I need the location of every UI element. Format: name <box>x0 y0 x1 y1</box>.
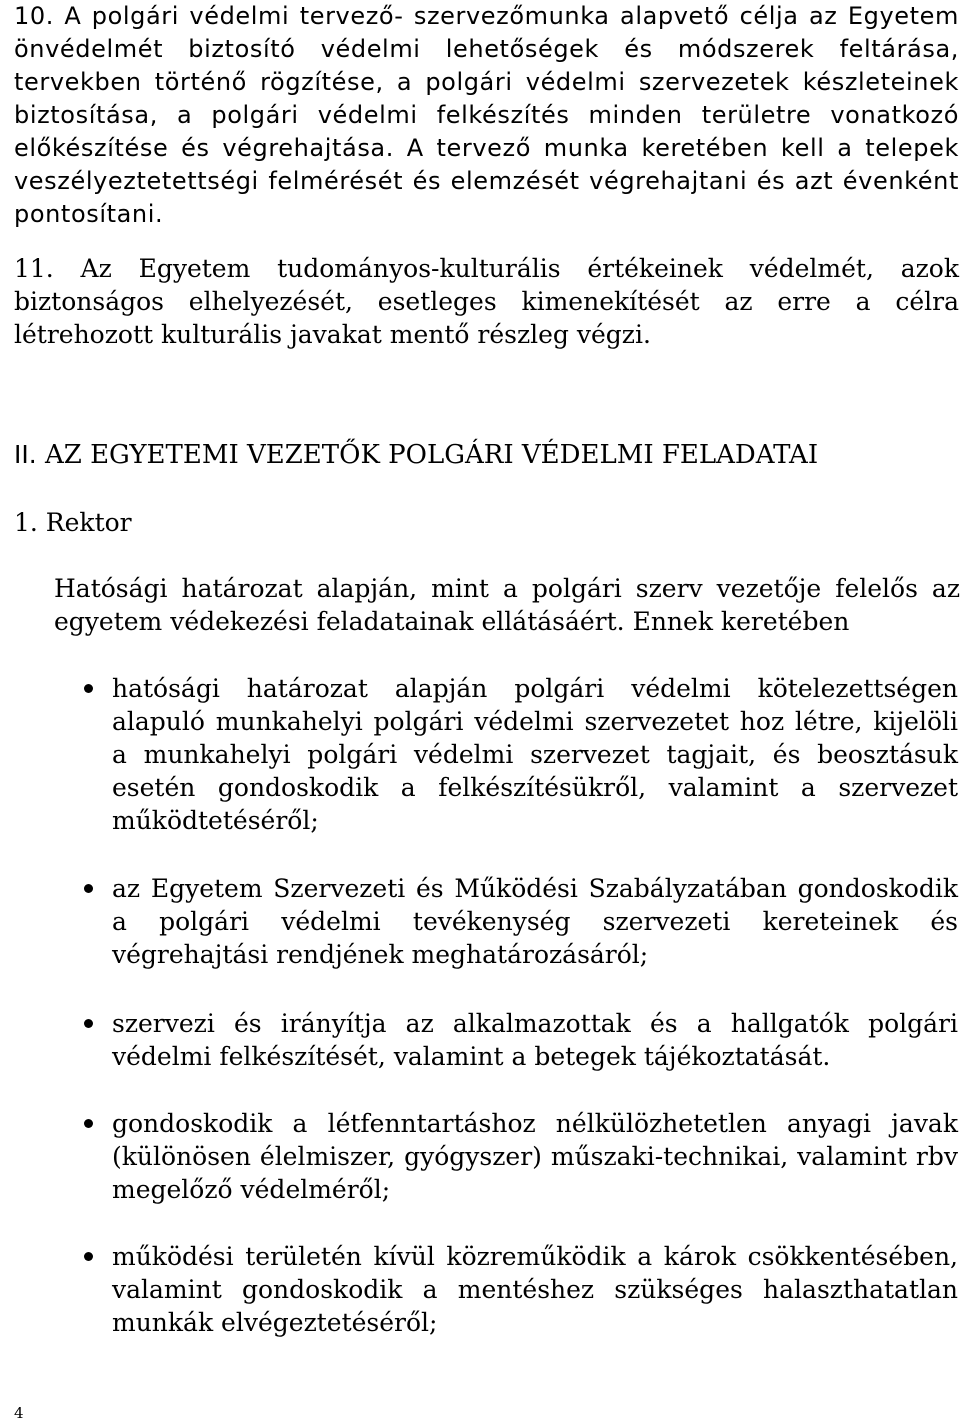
list-item-text: hatósági határozat alapján polgári védelmi kötelezettségen alapuló munkahelyi polgári védelmi szervezetet hoz létre, kijelöli a munkahelyi polgári védelmi szervezet tagjait, és beosztásuk esetén gondoskodik a felkészítésükről, valamint a szervezet működtetéséről; <box>112 674 958 835</box>
list-item <box>112 1007 958 1073</box>
paragraph-11: 11. Az Egyetem tudományos-kulturális értékeinek védelmét, azok biztonságos elhelyezését, esetleges kimenekítését az erre a célra létrehozott kulturális javakat mentő részleg végzi. <box>14 254 959 349</box>
list-item <box>112 672 958 837</box>
section-title: AZ EGYETEMI VEZETŐK POLGÁRI VÉDELMI FELADATAI <box>44 440 819 470</box>
list-item <box>112 872 958 971</box>
bullet-icon <box>84 684 93 693</box>
section-heading <box>14 438 818 472</box>
intro-paragraph: Hatósági határozat alapján, mint a polgári szerv vezetője felelős az egyetem védekezési feladatainak ellátásáért. Ennek keretében <box>54 574 960 636</box>
list-item-text: működési területén kívül közreműködik a károk csökkentésében, valamint gondoskodik a mentéshez szükséges halaszthatatlan munkák elvégeztetéséről; <box>112 1242 958 1337</box>
list-item <box>112 1107 958 1206</box>
section-number: II. <box>14 440 37 469</box>
list-item-text: az Egyetem Szervezeti és Működési Szabályzatában gondoskodik a polgári védelmi tevékenység szervezeti kereteinek és végrehajtási rendjének meghatározásáról; <box>112 874 958 969</box>
bullet-icon <box>84 1019 93 1028</box>
list-item-text: gondoskodik a létfenntartáshoz nélkülözhetetlen anyagi javak (különösen élelmiszer, gyógyszer) műszaki-technikai, valamint rbv megelőző védelméről; <box>112 1109 958 1204</box>
subsection-heading: 1. Rektor <box>14 508 132 537</box>
paragraph-10: 10. A polgári védelmi tervező- szervezőmunka alapvető célja az Egyetem önvédelmét biztosító védelmi lehetőségek és módszerek feltárása, tervekben történő rögzítése, a polgári védelmi szervezetek készleteinek biztosítása, a polgári védelmi felkészítés minden területre vonatkozó előkészítése és végrehajtása. A tervező munka keretében kell a telepek veszélyeztetettségi felmérését és elemzését végrehajtani és azt évenként pontosítani. <box>14 2 959 228</box>
page-number: 4 <box>14 1404 24 1422</box>
list-item-text: szervezi és irányítja az alkalmazottak és a hallgatók polgári védelmi felkészítését, valamint a betegek tájékoztatását. <box>112 1009 958 1071</box>
bullet-icon <box>84 1119 93 1128</box>
list-item <box>112 1240 958 1339</box>
bullet-icon <box>84 884 93 893</box>
bullet-icon <box>84 1252 93 1261</box>
